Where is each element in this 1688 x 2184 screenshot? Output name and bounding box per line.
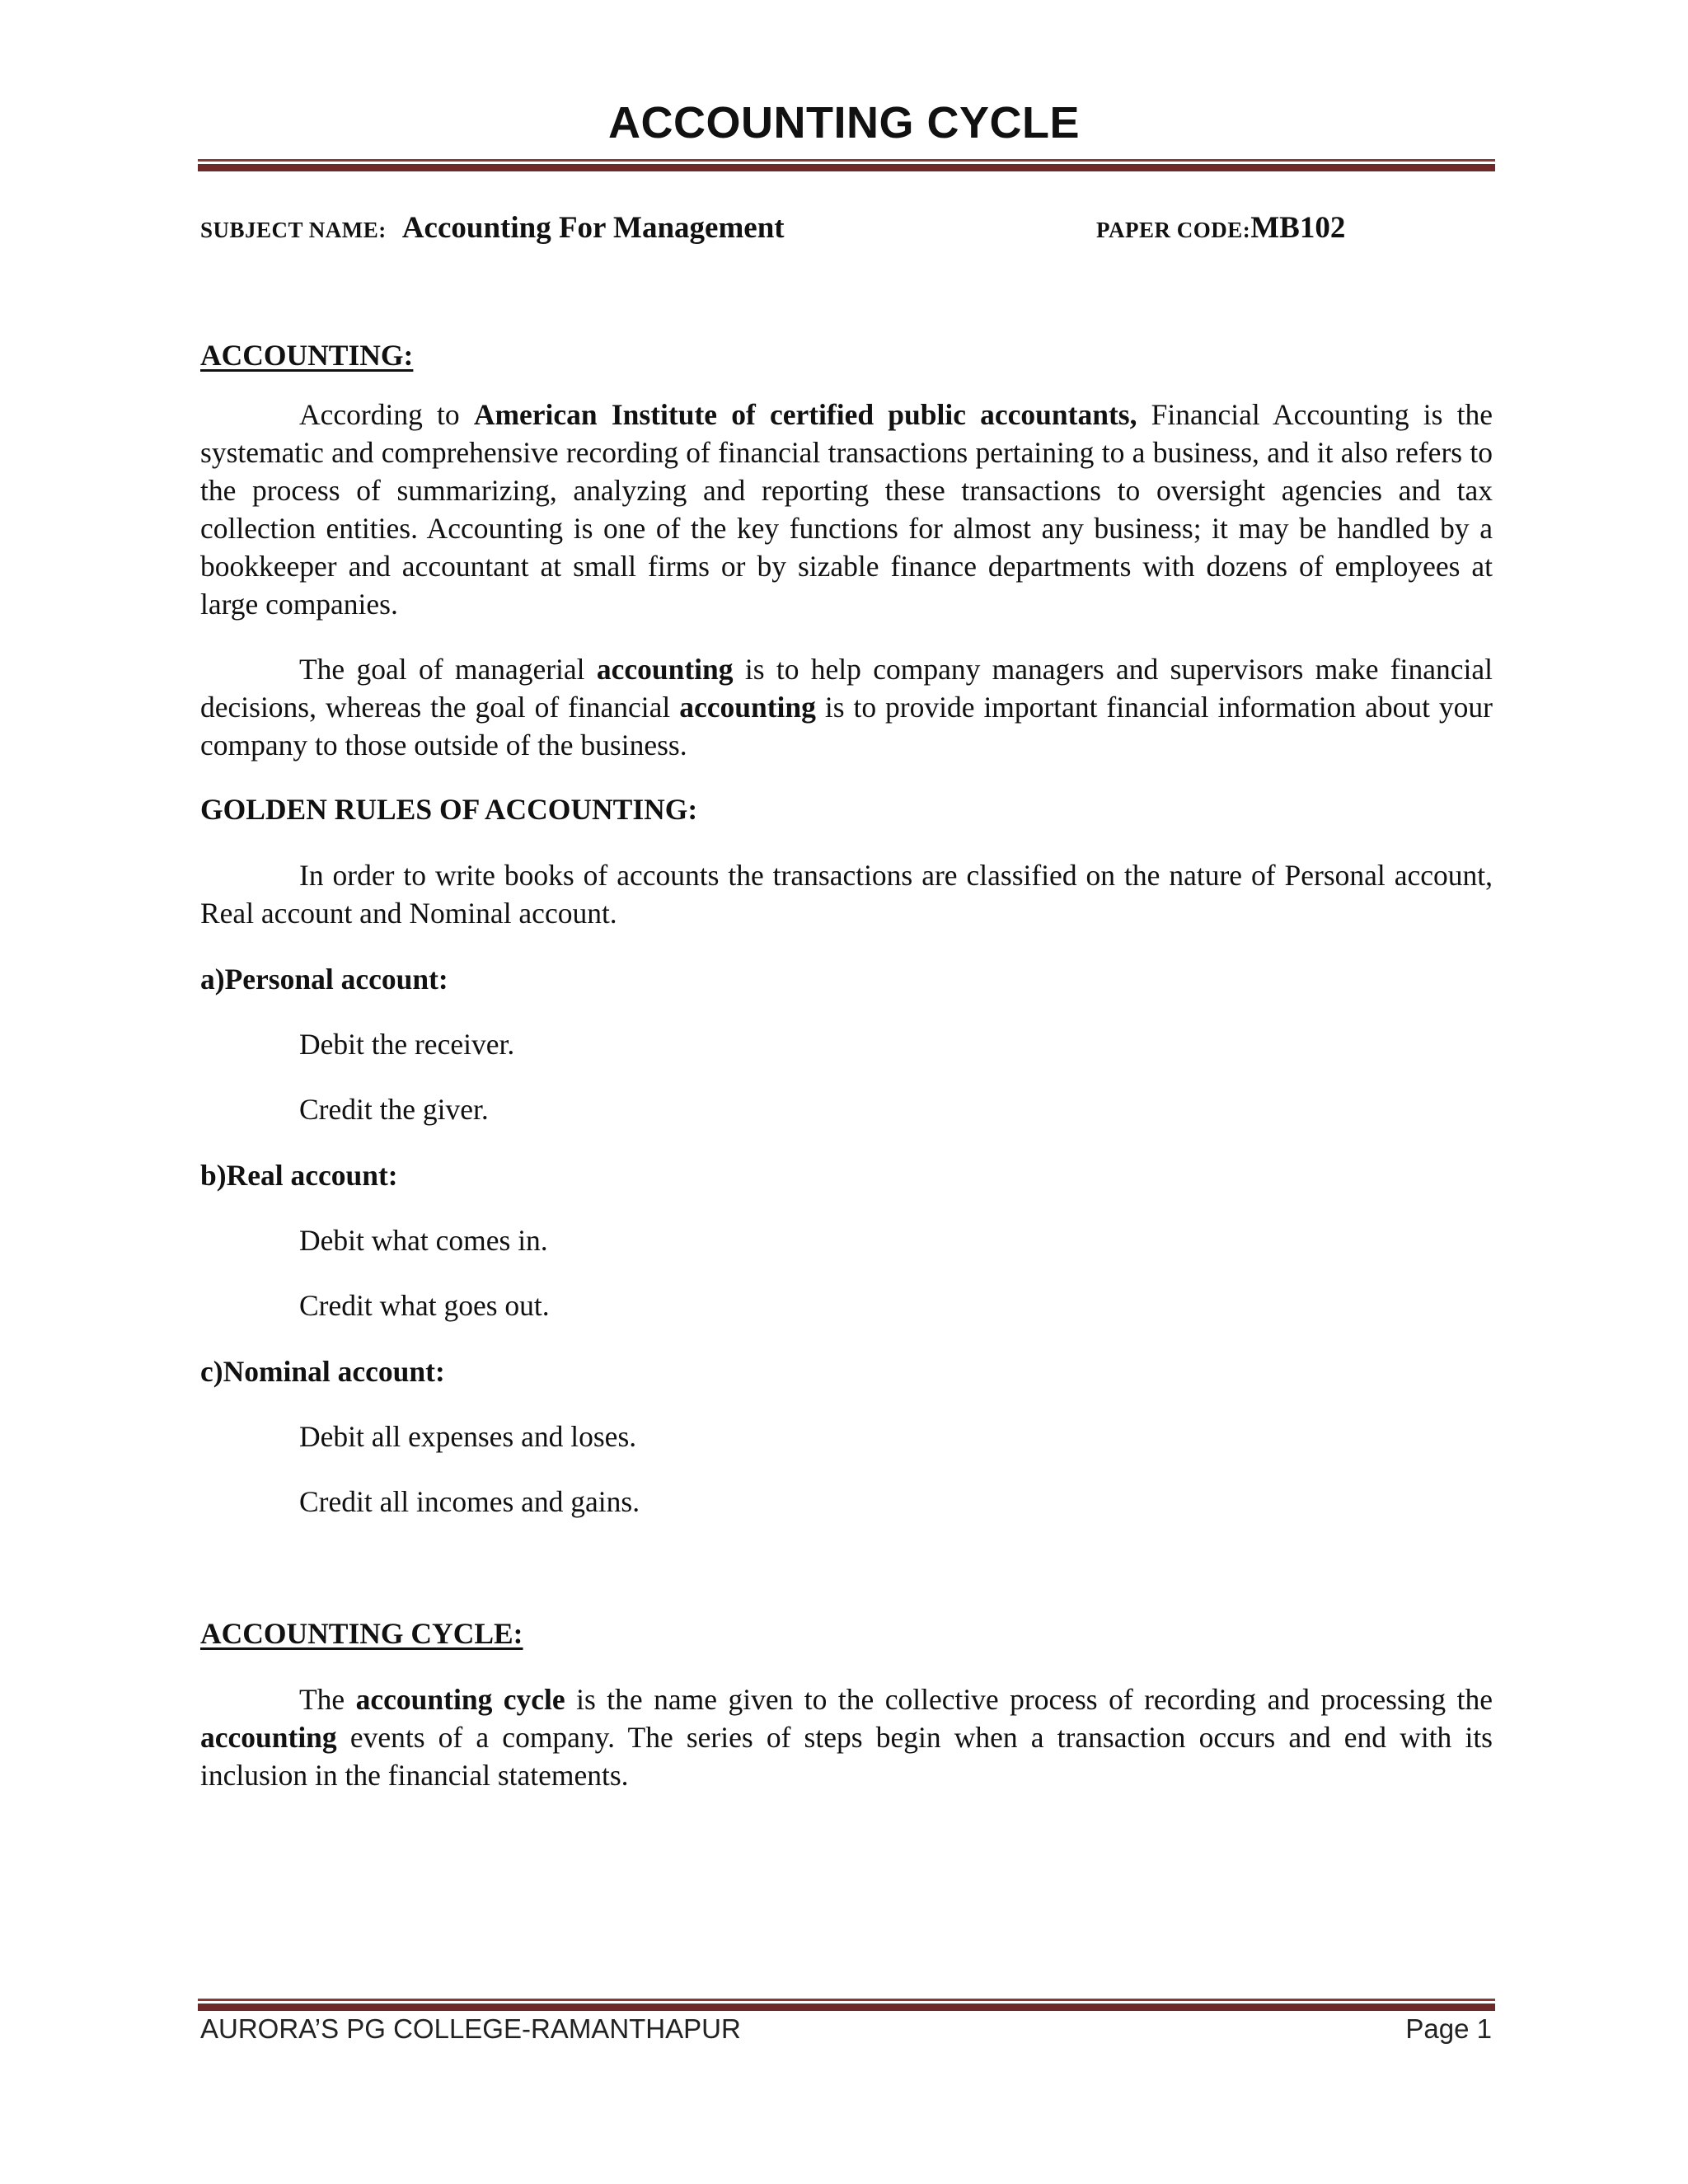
paper-info bbox=[1096, 210, 1345, 246]
goal-text-3: is to provide important financial information about your company to those outside of the business. bbox=[200, 691, 1493, 762]
cycle-bold-1: accounting cycle bbox=[355, 1683, 565, 1716]
nominal-debit-rule: Debit all expenses and loses. bbox=[299, 1420, 637, 1453]
subject-info bbox=[200, 210, 785, 246]
nominal-account-heading: c)Nominal account: bbox=[200, 1355, 445, 1388]
accounting-cycle-paragraph bbox=[200, 1680, 1493, 1794]
header-divider bbox=[198, 159, 1495, 171]
personal-credit-rule: Credit the giver. bbox=[299, 1093, 489, 1126]
real-debit-rule: Debit what comes in. bbox=[299, 1224, 548, 1257]
personal-debit-rule: Debit the receiver. bbox=[299, 1028, 515, 1061]
accounting-goal-paragraph bbox=[200, 650, 1493, 764]
definition-source: American Institute of certified public accountants, bbox=[473, 398, 1137, 431]
goal-bold-2: accounting bbox=[679, 691, 816, 724]
accounting-cycle-heading: ACCOUNTING CYCLE: bbox=[200, 1617, 523, 1650]
cycle-bold-2: accounting bbox=[200, 1721, 337, 1754]
footer-college-name: AURORA’S PG COLLEGE-RAMANTHAPUR bbox=[200, 2013, 741, 2044]
nominal-credit-rule: Credit all incomes and gains. bbox=[299, 1485, 640, 1518]
subject-label: SUBJECT NAME: bbox=[200, 218, 387, 242]
goal-bold-1: accounting bbox=[596, 653, 734, 686]
definition-intro: According to bbox=[299, 398, 474, 431]
cycle-text-3: events of a company. The series of steps begin when a transaction occurs and end with its inclusion in the financial statements. bbox=[200, 1721, 1493, 1792]
accounting-definition-paragraph bbox=[200, 396, 1493, 623]
real-credit-rule: Credit what goes out. bbox=[299, 1289, 550, 1322]
personal-account-heading: a)Personal account: bbox=[200, 963, 448, 996]
goal-text-1: The goal of managerial bbox=[299, 653, 597, 686]
page-title: ACCOUNTING CYCLE bbox=[608, 98, 1080, 148]
subject-row bbox=[200, 210, 1503, 251]
subject-value: Accounting For Management bbox=[401, 211, 785, 245]
footer-page-number: Page 1 bbox=[1405, 2013, 1492, 2044]
definition-text: Financial Accounting is the systematic and comprehensive recording of financial transactions pertaining to a business, and it also refers to the process of summarizing, analyzing and reporting these transactions to oversight agencies and tax collection entities. Accounting is one of the key functions for almost any business; it may be handled by a bookkeeper and accountant at small firms or by sizable finance departments with dozens of employees at large companies. bbox=[200, 398, 1493, 621]
paper-label: PAPER CODE: bbox=[1096, 218, 1251, 242]
main-content bbox=[200, 336, 1493, 1794]
goal-text-2: is to help company managers and supervisors make financial decisions, whereas the goal of financial bbox=[200, 653, 1493, 724]
cycle-text-1: The bbox=[299, 1683, 356, 1716]
footer-divider bbox=[198, 1999, 1495, 2011]
real-account-heading: b)Real account: bbox=[200, 1159, 398, 1192]
golden-rules-heading: GOLDEN RULES OF ACCOUNTING: bbox=[200, 793, 698, 826]
golden-rules-intro: In order to write books of accounts the transactions are classified on the nature of Personal account, Real account and Nominal account. bbox=[200, 859, 1493, 930]
accounting-heading: ACCOUNTING: bbox=[200, 339, 414, 372]
cycle-text-2: is the name given to the collective process of recording and processing the bbox=[565, 1683, 1493, 1716]
paper-value: MB102 bbox=[1250, 211, 1346, 245]
